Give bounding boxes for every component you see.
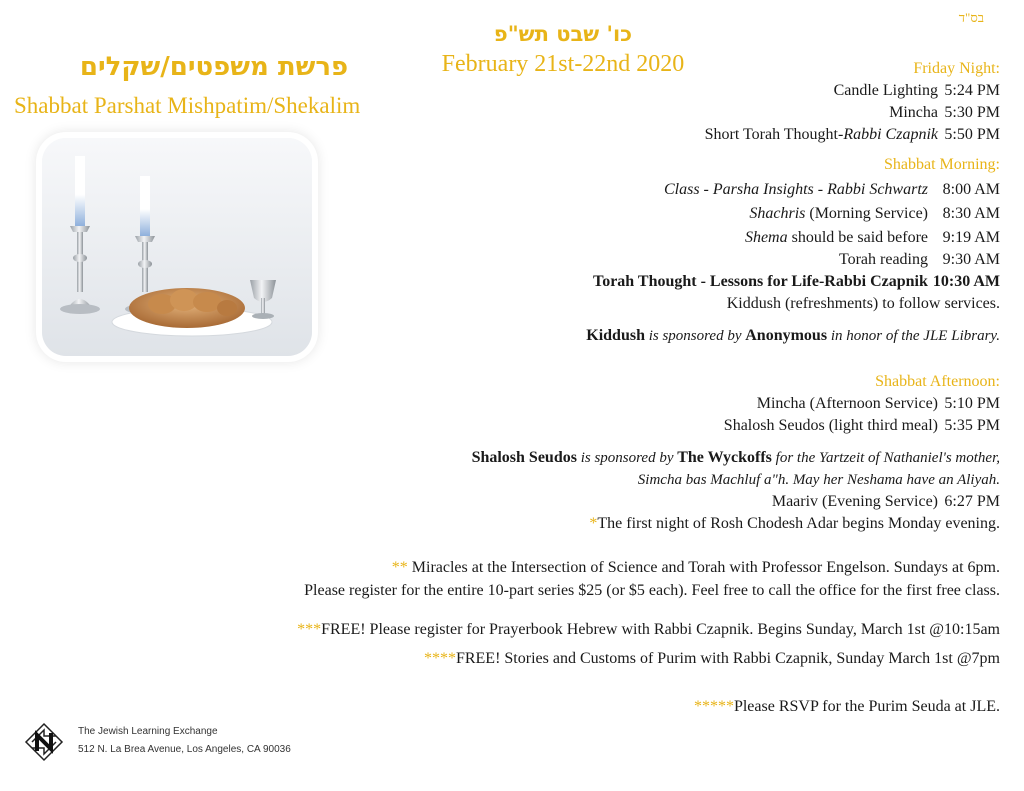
shabbat-table-photo: [42, 138, 312, 356]
english-parsha-title: Shabbat Parshat Mishpatim/Shekalim: [14, 93, 361, 118]
schedule-time: 5:35 PM: [944, 417, 1000, 434]
schedule-time: 8:00 AM: [942, 181, 1000, 198]
shabbat-afternoon-section: [472, 371, 1000, 513]
footer-org-name: The Jewish Learning Exchange: [78, 726, 218, 737]
schedule-time: 9:30 AM: [942, 251, 1000, 268]
hebrew-parsha-title: פרשת משפטים/שקלים: [79, 52, 349, 82]
schedule-label: Torah reading: [838, 251, 928, 268]
shabbat-morning-heading: Shabbat Morning:: [884, 156, 1000, 173]
schedule-label: Torah Thought - Lessons for Life-Rabbi Czapnik: [592, 273, 928, 290]
note-miracles-series: ** Miracles at the Intersection of Science and Torah with Professor Engelson. Sundays at 6pm. Please register for the entire 10-part series $25 (or $5 each). Feel free to call the office for the first free class.: [304, 559, 1000, 599]
shabbat-afternoon-heading: Shabbat Afternoon:: [875, 373, 1000, 390]
schedule-time: 5:30 PM: [944, 104, 1000, 121]
shabbat-candles-challah-image: [42, 138, 312, 356]
kiddush-follow-text: Kiddush (refreshments) to follow services.: [726, 295, 1000, 312]
schedule-label: Mincha: [889, 104, 938, 121]
friday-night-section: [705, 58, 1000, 146]
schedule-row-mincha: [705, 102, 1000, 124]
bsd-mark: בס"ד: [958, 10, 984, 25]
schedule-time: 8:30 AM: [942, 205, 1000, 222]
schedule-label: Candle Lighting: [833, 82, 938, 99]
kiddush-sponsor-text: Kiddush is sponsored by Anonymous in honor of the JLE Library.: [586, 327, 1000, 344]
schedule-row-shalosh-seudos: [472, 415, 1000, 437]
schedule-row-shachris: [586, 203, 1000, 225]
note-rosh-chodesh: *The first night of Rosh Chodesh Adar begins Monday evening.: [589, 515, 1000, 532]
schedule-label: Maariv (Evening Service): [771, 493, 938, 510]
schedule-label: Class - Parsha Insights - Rabbi Schwartz: [663, 181, 928, 198]
schedule-row-torah-thought: [705, 124, 1000, 146]
schedule-row-maariv: [472, 491, 1000, 513]
schedule-row-torah-reading: [586, 249, 1000, 271]
jle-logo-icon: [24, 722, 64, 762]
schedule-label: Mincha (Afternoon Service): [756, 395, 938, 412]
schedule-row-parsha-class: [586, 179, 1000, 201]
schedule-row-mincha-afternoon: [472, 393, 1000, 415]
schedule-row-shema: [586, 227, 1000, 249]
note-purim-seuda-rsvp: *****Please RSVP for the Purim Seuda at JLE.: [693, 698, 1000, 715]
footer-address: 512 N. La Brea Avenue, Los Angeles, CA 90036: [78, 744, 291, 755]
note-prayerbook-hebrew: ***FREE! Please register for Prayerbook Hebrew with Rabbi Czapnik. Begins Sunday, March 1st @10:15am: [297, 621, 1000, 638]
schedule-label: Shema should be said before: [744, 229, 928, 246]
english-date: February 21st-22nd 2020: [441, 51, 685, 77]
shalosh-seudos-sponsor-text: Shalosh Seudos is sponsored by The Wyckoffs for the Yartzeit of Nathaniel's mother,: [471, 449, 1000, 466]
schedule-time: 10:30 AM: [932, 273, 1000, 290]
schedule-time: 5:50 PM: [944, 126, 1000, 143]
schedule-label: Shalosh Seudos (light third meal): [723, 417, 938, 434]
schedule-label: Short Torah Thought-Rabbi Czapnik: [704, 126, 938, 143]
schedule-time: 5:10 PM: [944, 395, 1000, 412]
friday-night-heading: Friday Night:: [913, 60, 1000, 77]
schedule-label: Shachris (Morning Service): [749, 205, 928, 222]
schedule-time: 6:27 PM: [944, 493, 1000, 510]
schedule-row-lessons-for-life: [586, 271, 1000, 293]
schedule-time: 5:24 PM: [944, 82, 1000, 99]
hebrew-date: כו' שבט תש"פ: [493, 22, 633, 46]
note-purim-stories: ****FREE! Stories and Customs of Purim with Rabbi Czapnik, Sunday March 1st @7pm: [423, 650, 1000, 667]
schedule-time: 9:19 AM: [942, 229, 1000, 246]
shalosh-seudos-sponsor-text-2: Simcha bas Machluf a"h. May her Neshama have an Aliyah.: [637, 472, 1000, 488]
shabbat-morning-section: [586, 154, 1000, 347]
schedule-row-candle-lighting: [705, 80, 1000, 102]
